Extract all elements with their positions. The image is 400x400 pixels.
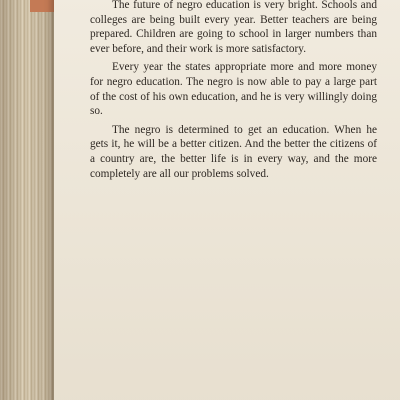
page-text bbox=[90, 0, 377, 185]
paragraph: The negro is determined to get an education. When he gets it, he will be a better citizen. And the better the citizens of a country are, the better life is in every way, and the more completely are all our problems solved. bbox=[90, 123, 377, 180]
paragraph: Every year the states appropriate more and more money for negro education. The negro is now able to pay a large part of the cost of his own education, and he is very willingly doing so. bbox=[90, 61, 377, 118]
paragraph: The future of negro education is very bright. Schools and colleges are being built every year. Better teachers are being prepared. Children are going to school in larger numbers than ever before, and their work is more satisfactory. bbox=[90, 0, 377, 55]
book-page-edges bbox=[0, 0, 62, 400]
